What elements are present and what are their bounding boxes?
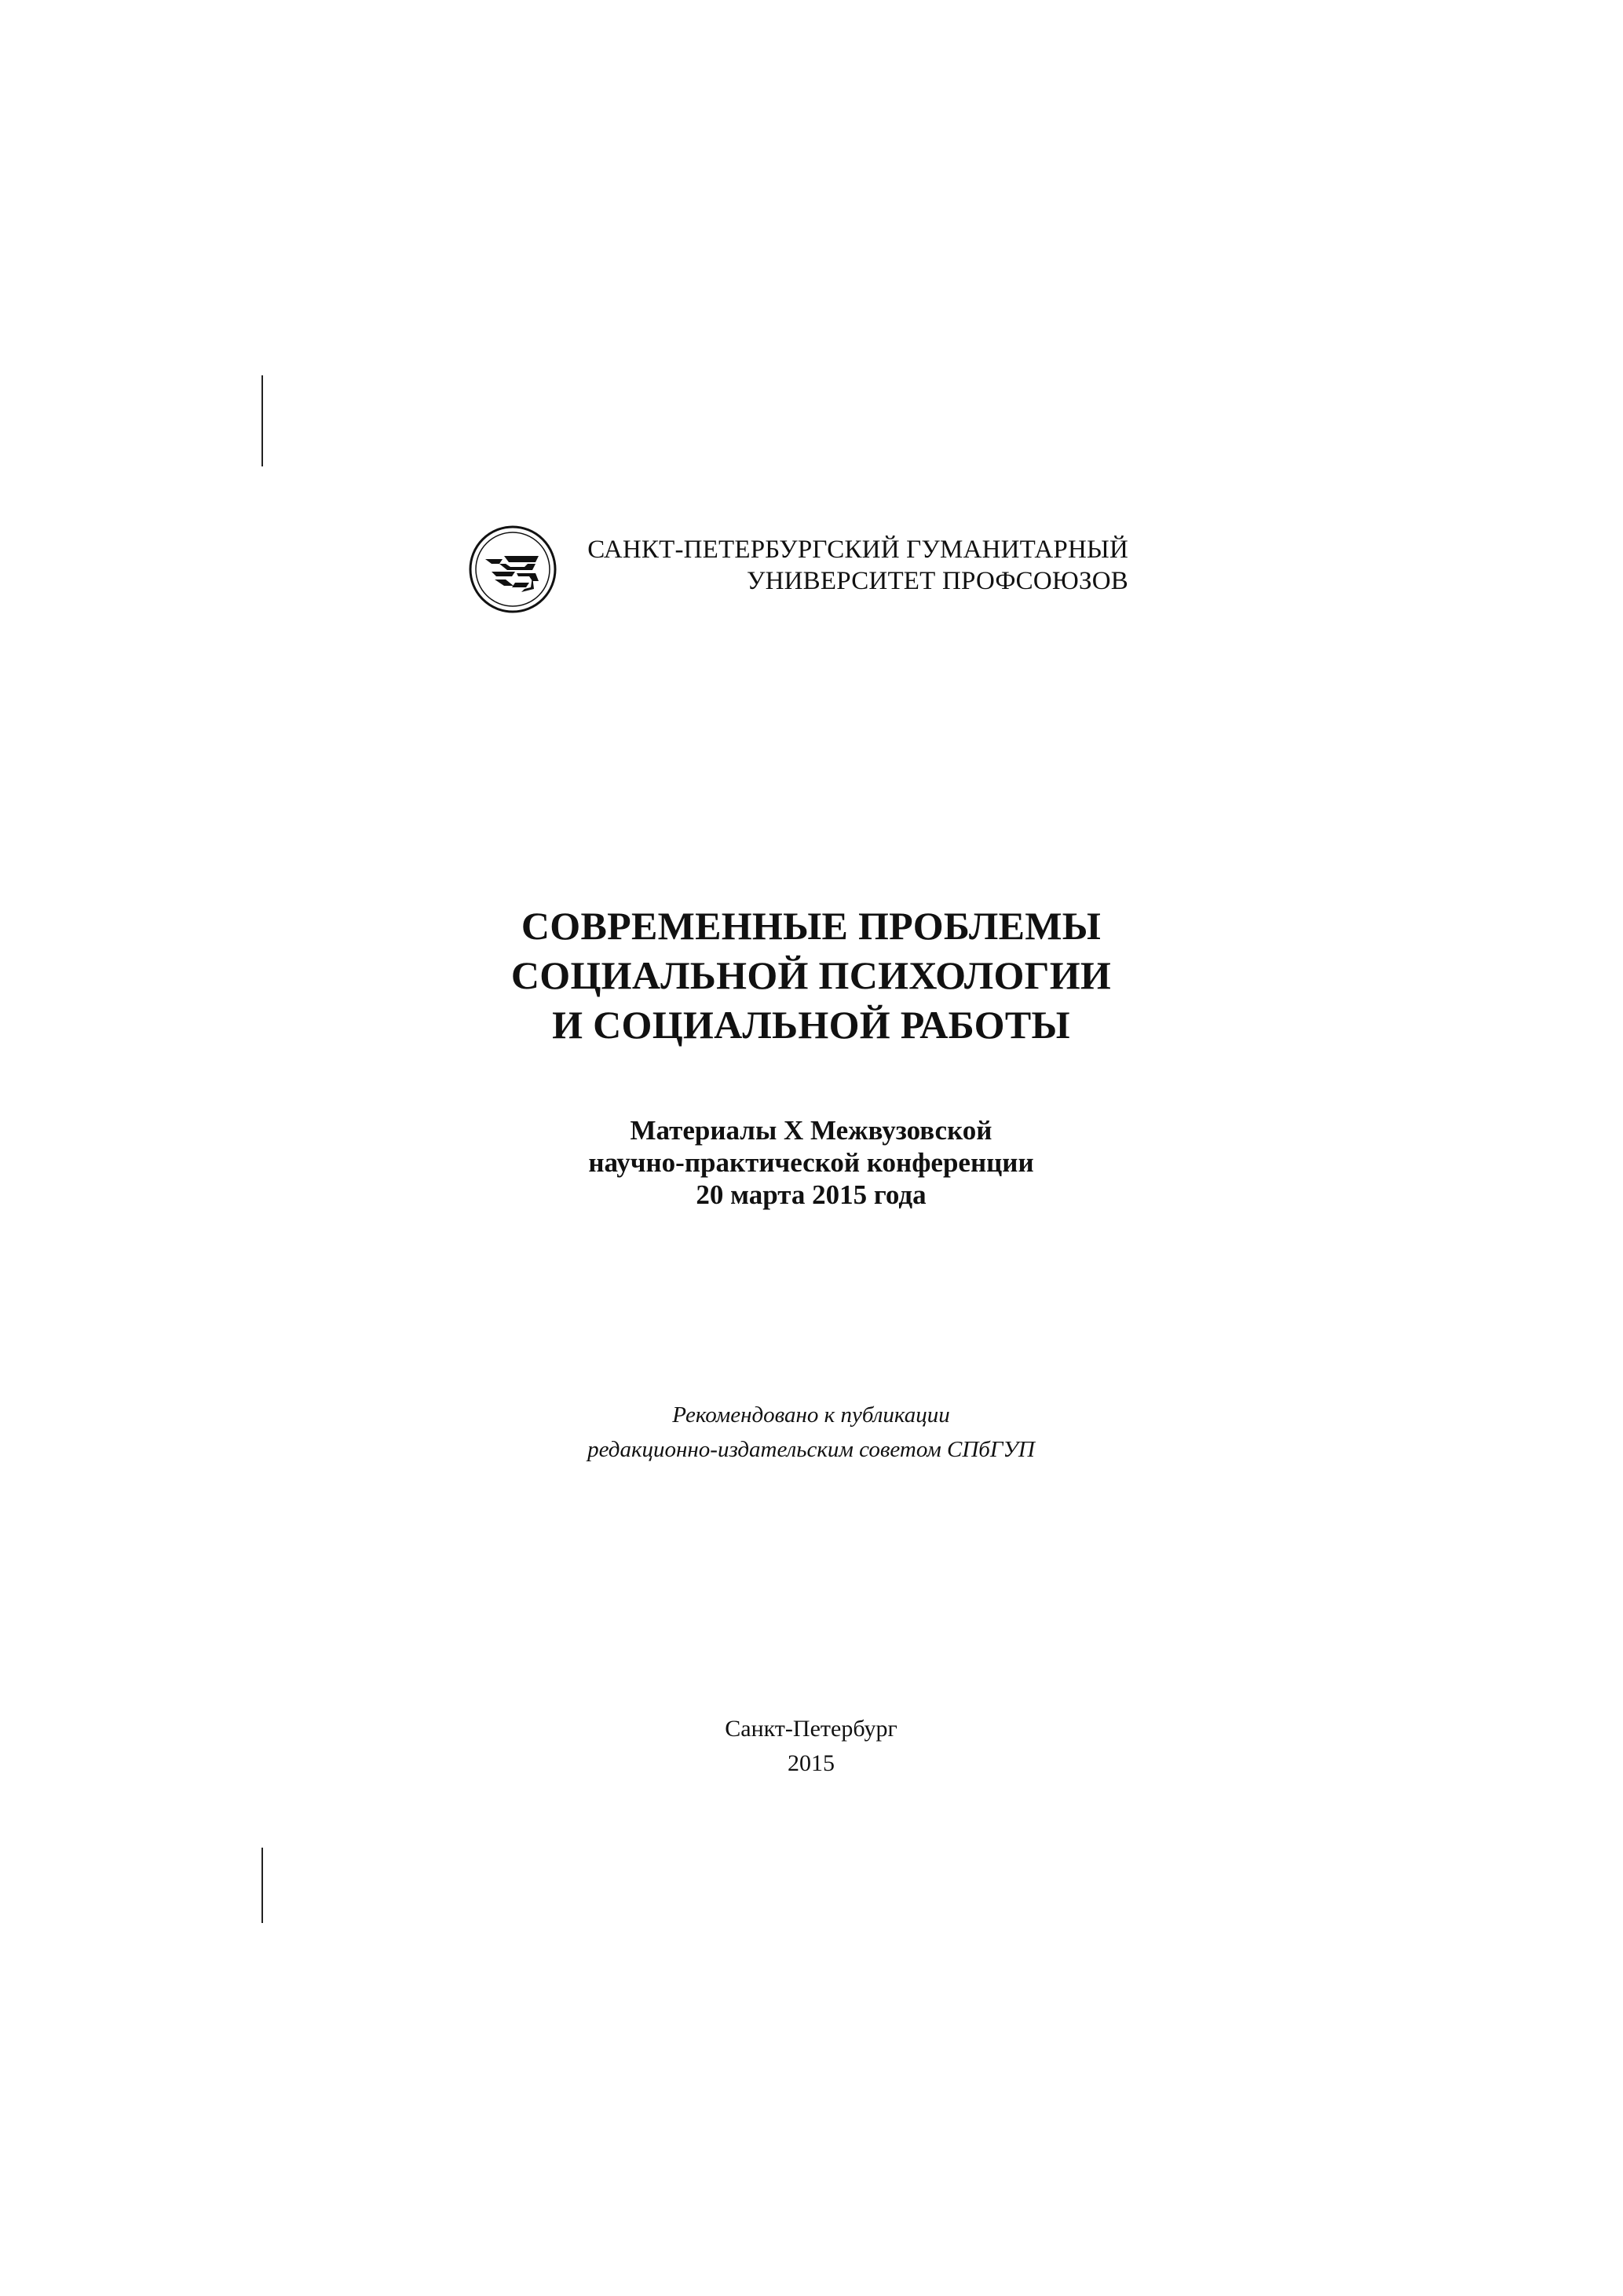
crop-mark-bottom bbox=[261, 1848, 263, 1923]
book-title-line-1: СОВРЕМЕННЫЕ ПРОБЛЕМЫ bbox=[521, 904, 1102, 948]
university-emblem-icon bbox=[468, 525, 557, 614]
book-title bbox=[340, 901, 1282, 1050]
conference-subtitle bbox=[340, 1114, 1282, 1211]
crop-mark-top bbox=[261, 375, 263, 466]
publisher-header bbox=[468, 525, 1143, 620]
subtitle-line-2: научно-практической конференции bbox=[588, 1147, 1034, 1178]
university-name-line-2: УНИВЕРСИТЕТ ПРОФСОЮЗОВ bbox=[747, 567, 1128, 595]
subtitle-line-1: Материалы X Межвузовской bbox=[630, 1115, 992, 1146]
book-title-line-2: СОЦИАЛЬНОЙ ПСИХОЛОГИИ bbox=[510, 953, 1112, 997]
book-title-line-3: И СОЦИАЛЬНОЙ РАБОТЫ bbox=[552, 1003, 1070, 1047]
publication-recommendation bbox=[340, 1398, 1282, 1467]
university-name-line-1: САНКТ-ПЕТЕРБУРГСКИЙ ГУМАНИТАРНЫЙ bbox=[587, 536, 1128, 564]
imprint-city: Санкт-Петербург bbox=[725, 1716, 897, 1742]
recommendation-line-1: Рекомендовано к публикации bbox=[672, 1402, 950, 1428]
subtitle-line-3: 20 марта 2015 года bbox=[696, 1179, 927, 1210]
university-name bbox=[587, 534, 1128, 597]
recommendation-line-2: редакционно-издательским советом СПбГУП bbox=[587, 1437, 1035, 1462]
imprint bbox=[340, 1712, 1282, 1781]
imprint-year: 2015 bbox=[788, 1750, 835, 1776]
